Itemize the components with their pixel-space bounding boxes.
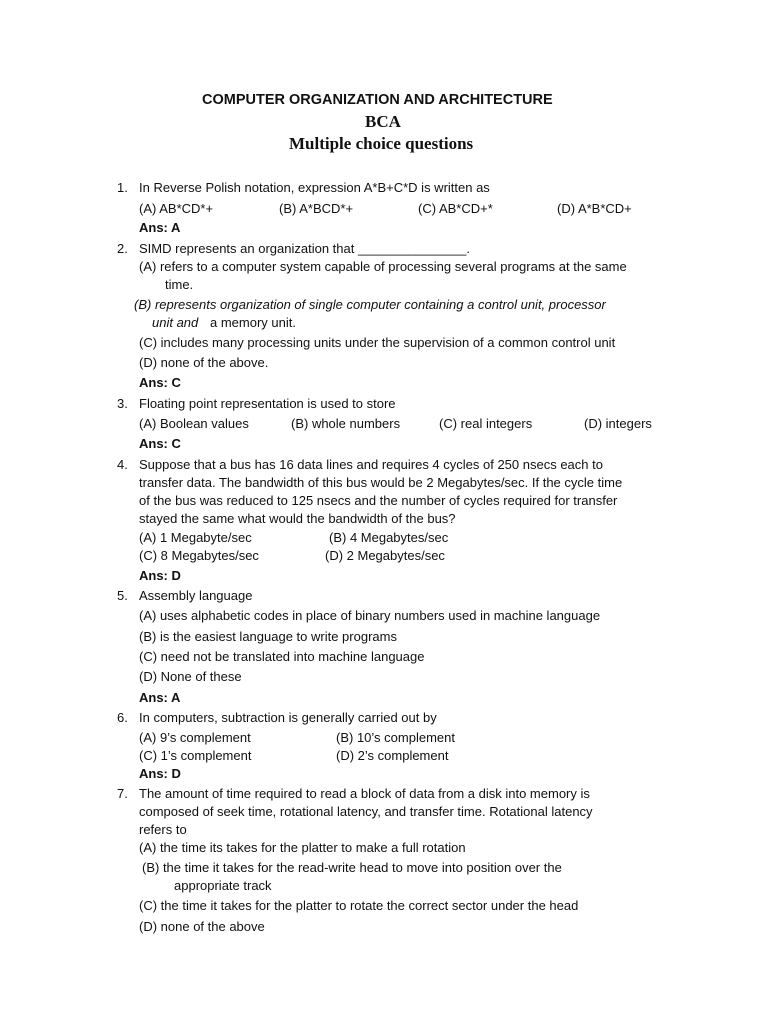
option-c: (C) includes many processing units under the supervision of a common control unit xyxy=(139,335,616,350)
option-d: (D) none of the above. xyxy=(139,355,269,370)
question-number: 3. xyxy=(117,396,128,411)
question-number: 4. xyxy=(117,457,128,472)
option-c: (C) 1’s complement xyxy=(139,748,252,763)
option-a: (A) 1 Megabyte/sec xyxy=(139,530,252,545)
option-c: (C) AB*CD+* xyxy=(418,201,493,216)
answer: Ans: A xyxy=(139,690,181,705)
option-c: (C) 8 Megabytes/sec xyxy=(139,548,259,563)
option-b: (B) A*BCD*+ xyxy=(279,201,354,216)
question-number: 6. xyxy=(117,710,128,725)
question-number: 2. xyxy=(117,241,128,256)
option-b: (B) represents organization of single computer containing a control unit, processor xyxy=(134,297,606,312)
option-b: (B) is the easiest language to write programs xyxy=(139,629,397,644)
option-a: (A) 9’s complement xyxy=(139,730,251,745)
option-d: (D) none of the above xyxy=(139,919,265,934)
answer: Ans: C xyxy=(139,375,181,390)
question-text-line: Suppose that a bus has 16 data lines and requires 4 cycles of 250 nsecs each to xyxy=(139,457,603,472)
option-d: (D) A*B*CD+ xyxy=(557,201,632,216)
question-text-line: refers to xyxy=(139,822,187,837)
option-b-continued-italic: unit and xyxy=(152,315,199,330)
answer: Ans: D xyxy=(139,568,181,583)
option-d: (D) 2’s complement xyxy=(336,748,449,763)
option-d: (D) integers xyxy=(584,416,652,431)
answer: Ans: A xyxy=(139,220,181,235)
question-number: 7. xyxy=(117,786,128,801)
question-text: SIMD represents an organization that _______________. xyxy=(139,241,471,256)
option-c: (C) need not be translated into machine language xyxy=(139,649,425,664)
option-d: (D) None of these xyxy=(139,669,242,684)
question-text: In Reverse Polish notation, expression A*B+C*D is written as xyxy=(139,180,490,195)
option-b: (B) the time it takes for the read-write head to move into position over the xyxy=(142,860,562,875)
option-b: (B) 4 Megabytes/sec xyxy=(329,530,449,545)
question-text-line: stayed the same what would the bandwidth of the bus? xyxy=(139,511,456,526)
option-b-continued: a memory unit. xyxy=(210,315,296,330)
course-name: BCA xyxy=(365,112,401,131)
question-text: Floating point representation is used to store xyxy=(139,396,396,411)
option-a-continued: time. xyxy=(165,277,194,292)
answer: Ans: D xyxy=(139,766,181,781)
question-text-line: The amount of time required to read a block of data from a disk into memory is xyxy=(139,786,590,801)
option-b: (B) 10’s complement xyxy=(336,730,455,745)
question-number: 1. xyxy=(117,180,128,195)
option-a: (A) the time its takes for the platter to make a full rotation xyxy=(139,840,466,855)
option-a: (A) uses alphabetic codes in place of binary numbers used in machine language xyxy=(139,608,601,623)
option-a: (A) refers to a computer system capable of processing several programs at the same xyxy=(139,259,627,274)
question-text-line: transfer data. The bandwidth of this bus would be 2 Megabytes/sec. If the cycle time xyxy=(139,475,623,490)
option-c: (C) real integers xyxy=(439,416,533,431)
question-text: In computers, subtraction is generally carried out by xyxy=(139,710,437,725)
question-text-line: composed of seek time, rotational latency, and transfer time. Rotational latency xyxy=(139,804,593,819)
option-b: (B) whole numbers xyxy=(291,416,401,431)
option-b-continued: appropriate track xyxy=(174,878,272,893)
option-c: (C) the time it takes for the platter to rotate the correct sector under the head xyxy=(139,898,579,913)
section-heading: Multiple choice questions xyxy=(289,134,474,153)
document-title: COMPUTER ORGANIZATION AND ARCHITECTURE xyxy=(202,92,553,108)
question-text-line: of the bus was reduced to 125 nsecs and the number of cycles required for transfer xyxy=(139,493,618,508)
answer: Ans: C xyxy=(139,436,181,451)
option-a: (A) AB*CD*+ xyxy=(139,201,214,216)
question-text: Assembly language xyxy=(139,588,253,603)
option-d: (D) 2 Megabytes/sec xyxy=(325,548,445,563)
question-number: 5. xyxy=(117,588,128,603)
option-a: (A) Boolean values xyxy=(139,416,249,431)
